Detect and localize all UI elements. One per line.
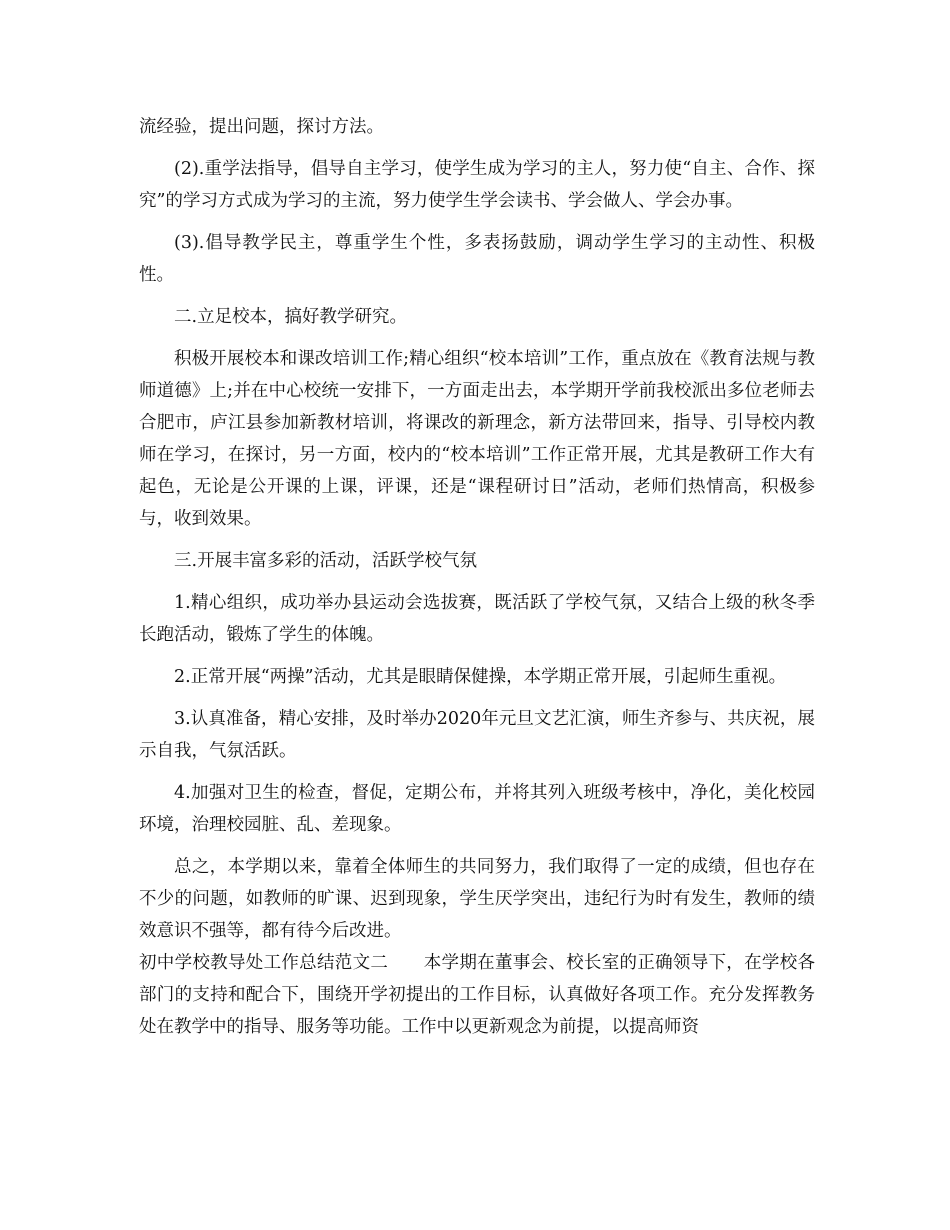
list-item-3: 3.认真准备，精心安排，及时举办2020年元旦文艺汇演，师生齐参与、共庆祝，展示自我，气氛活跃。	[139, 709, 815, 761]
document-body	[139, 111, 815, 1053]
list-item-1: 1.精心组织，成功举办县运动会选拔赛，既活跃了学校气氛，又结合上级的秋冬季长跑活动，锻炼了学生的体魄。	[139, 593, 815, 645]
summary-paragraph: 总之，本学期以来，靠着全体师生的共同努力，我们取得了一定的成绩，但也存在不少的问题，如教师的旷课、迟到现象，学生厌学突出，违纪行为时有发生，教师的绩效意识不强等，都有待今后改进。	[139, 857, 815, 941]
paragraph-3: (3).倡导教学民主，尊重学生个性，多表扬鼓励，调动学生学习的主动性、积极性。	[139, 233, 815, 285]
list-item-2: 2.正常开展“两操”活动，尤其是眼睛保健操，本学期正常开展，引起师生重视。	[174, 667, 787, 687]
paragraph-1: 流经验，提出问题，探讨方法。	[139, 117, 384, 137]
paragraph-2: (2).重学法指导，倡导自主学习，使学生成为学习的主人，努力使“自主、合作、探究”的学习方式成为学习的主流，努力使学生学会读书、学会做人、学会办事。	[139, 159, 815, 211]
section-heading-2: 二.立足校本，搞好教学研究。	[174, 307, 408, 327]
next-article-paragraph: 初中学校教导处工作总结范文二 本学期在董事会、校长室的正确领导下，在学校各部门的支持和配合下，围绕开学初提出的工作目标，认真做好各项工作。充分发挥教务处在教学中的指导、服务等功能。工作中以更新观念为前提，以提高师资	[139, 953, 815, 1037]
section-heading-3: 三.开展丰富多彩的活动，活跃学校气氛	[174, 551, 478, 571]
paragraph-5: 积极开展校本和课改培训工作;精心组织“校本培训”工作，重点放在《教育法规与教师道德》上;并在中心校统一安排下，一方面走出去，本学期开学前我校派出多位老师去合肥市，庐江县参加新教材培训，将课改的新理念，新方法带回来，指导、引导校内教师在学习，在探讨，另一方面，校内的“校本培训”工作正常开展，尤其是教研工作大有起色，无论是公开课的上课，评课，还是“课程研讨日”活动，老师们热情高，积极参与，收到效果。	[139, 349, 815, 529]
list-item-4: 4.加强对卫生的检查，督促，定期公布，并将其列入班级考核中，净化，美化校园环境，治理校园脏、乱、差现象。	[139, 783, 815, 835]
